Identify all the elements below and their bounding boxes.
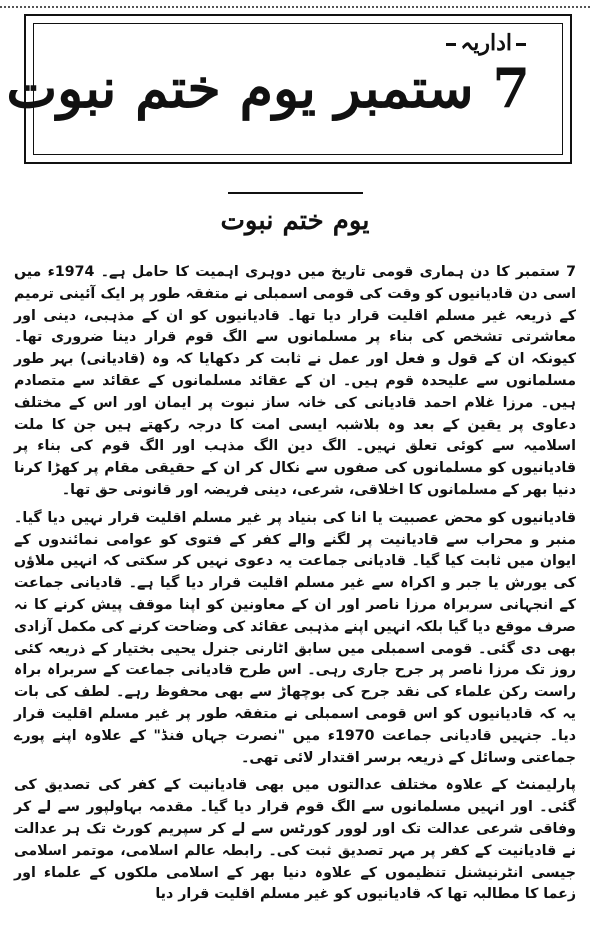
top-border-strip — [0, 0, 590, 8]
editorial-label: اداریہ — [442, 30, 530, 56]
article-body — [14, 262, 576, 912]
editorial-banner — [6, 14, 572, 164]
paragraph-2: قادیانیوں کو محض عصبیت یا انا کی بنیاد پر غیر مسلم اقلیت قرار نہیں دیا گیا۔ منبر و محراب سے قادیانیت پر لگنے والے کفر کے فتوی کو عوامی نمائندوں کے ایوان میں ثابت کیا گیا۔ قادیانی جماعت یہ دعوی نہیں کر سکتی کہ انہیں ملاؤں کی یورش یا جبر و اکراہ سے غیر مسلم اقلیت قرار دیا گیا ہے۔ قادیانی جماعت کے انجہانی سربراہ مرزا ناصر اور ان کے معاونین کو اپنا موقف پیش کرنے کا نہ صرف موقع دیا گیا بلکہ انہیں اپنے مذہبی عقائد کی وضاحت کرنے کی مکمل آزادی بھی دی گئی۔ قومی اسمبلی میں سابق اٹارنی جنرل یحیی بختیار کے ذریعہ کئی روز تک مرزا ناصر پر جرح جاری رہی۔ اس طرح قادیانی جماعت کے سربراہ براہ راست رکن علماء کی نقد جرح کی بوچھاڑ سے بھی محفوظ رہے۔ لطف کی بات یہ کہ قادیانیوں کو اس قومی اسمبلی نے متفقہ طور پر غیر مسلم اقلیت قرار دیا۔ جنہیں قادیانی جماعت 1970ء میں "نصرت جہاں فنڈ" کے علاوہ اپنے پورے جماعتی وسائل کے ذریعہ برسر اقتدار لائی تھی۔ — [14, 509, 576, 766]
banner-title: 7 ستمبر یوم ختم نبوت — [6, 56, 530, 120]
paragraph-3: پارلیمنٹ کے علاوہ مختلف عدالتوں میں بھی قادیانیت کے کفر کی تصدیق کی گئی۔ اور انہیں مسلمانوں سے الگ قوم قرار دیا گیا۔ مقدمہ بہاولپور سے لے کر وفاقی شرعی عدالت تک اور لوور کورٹس سے لے کر سپریم کورٹ تک ہر عدالت نے قادیانیت کے کفر پر مہر تصدیق ثبت کی۔ رابطہ عالم اسلامی، موتمر اسلامی جیسی انٹرنیشنل تنظیموں کے علاوہ دنیا بھر کے اسلامی ملکوں کے علماء اور زعما کا مطالبہ تھا کہ قادیانیوں کو غیر مسلم اقلیت قرار دیا — [14, 777, 576, 903]
subheading-rule — [228, 192, 363, 194]
subheading: یوم ختم نبوت — [220, 206, 370, 236]
paragraph-1: 7 ستمبر کا دن ہماری قومی تاریخ میں دوہری اہمیت کا حامل ہے۔ 1974ء میں اسی دن قادیانیوں کو وقت کی قومی اسمبلی نے متفقہ طور پر ایک آئینی ترمیم کے ذریعہ غیر مسلم اقلیت قرار دیا تھا۔ قادیانیوں کو ان کے مذہبی، دینی اور معاشرتی تشخص کی بناء پر مسلمانوں سے الگ قوم قرار دینا ضروری تھا۔ کیونکہ ان کے قول و فعل اور عمل نے ثابت کر دکھایا کہ وہ (قادیانی) بہر طور مسلمانوں سے علیحدہ قوم ہیں۔ ان کے عقائد مسلمانوں کے عقائد سے متصادم ہیں۔ مرزا غلام احمد قادیانی کی خانہ ساز نبوت پر ایمان اور اس کے مختلف دعاوی پر یقین کے بعد وہ بلاشبہ ایسی امت کا درجہ رکھتے ہیں جن کا ملت اسلامیہ سے کوئی تعلق نہیں۔ الگ دین الگ مذہب اور الگ قوم کی بناء پر قادیانیوں کو مسلمانوں کی صفوں سے نکال کر ان کے حقیقی مقام پر کھڑا کرنا دنیا بھر کے مسلمانوں کا اخلاقی، شرعی، دینی فریضہ اور قانونی حق تھا۔ — [14, 264, 576, 498]
